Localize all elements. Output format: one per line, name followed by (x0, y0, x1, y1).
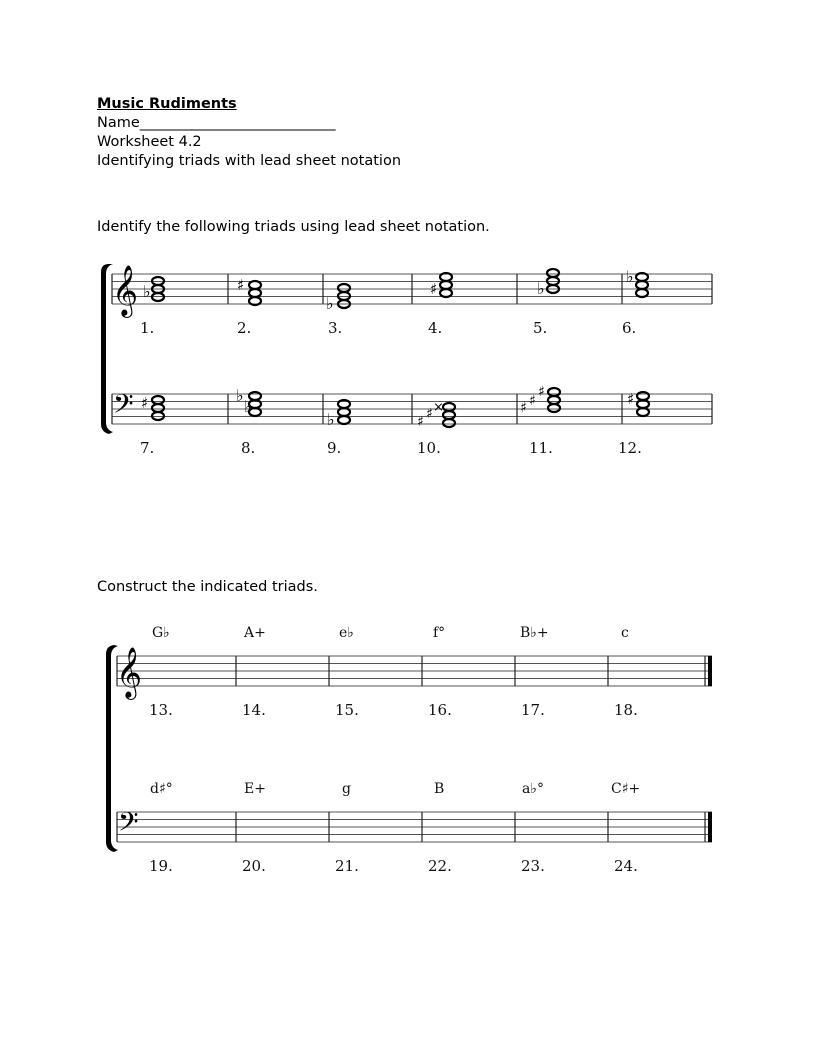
exercise-number: 10. (417, 439, 441, 457)
exercise-number: 17. (521, 701, 545, 719)
chord-3 (326, 284, 350, 313)
treble-staff-2 (117, 656, 712, 686)
svg-text:♯: ♯ (426, 406, 433, 422)
chord-symbol: C♯+ (611, 781, 641, 797)
exercise-number: 7. (140, 439, 155, 457)
exercise-number: 12. (618, 439, 642, 457)
bass-clef-icon: 𝄢 (118, 806, 139, 844)
bass-clef-icon: 𝄢 (113, 388, 134, 426)
chord-symbol: c (621, 625, 629, 641)
exercise-number: 13. (149, 701, 173, 719)
chord-6 (626, 267, 648, 297)
svg-text:♭: ♭ (327, 410, 335, 429)
exercise-number: 2. (237, 319, 252, 337)
chord-8 (236, 386, 261, 416)
chord-10 (417, 400, 455, 430)
section2-instruction: Construct the indicated triads. (97, 579, 318, 595)
exercise-number: 4. (428, 319, 443, 337)
chord-symbol: G♭ (152, 625, 170, 641)
chord-symbol: B♭+ (520, 625, 549, 641)
chord-symbol: g (342, 781, 351, 797)
final-barline (708, 812, 712, 842)
exercise-number: 23. (521, 857, 545, 875)
svg-text:♯: ♯ (538, 384, 545, 400)
exercise-number: 5. (533, 319, 548, 337)
chord-4 (430, 273, 452, 298)
exercise-number: 15. (335, 701, 359, 719)
chord-11 (520, 384, 560, 416)
exercise-number: 18. (614, 701, 638, 719)
chord-9 (327, 400, 350, 429)
bass-staff-2 (117, 812, 712, 842)
svg-text:×: × (433, 400, 444, 415)
chord-symbol: B (434, 781, 445, 797)
exercise-number: 16. (428, 701, 452, 719)
exercise-number: 22. (428, 857, 452, 875)
system-1 (101, 264, 712, 457)
svg-text:♯: ♯ (417, 414, 424, 430)
exercise-number: 14. (242, 701, 266, 719)
worksheet-subtitle: Identifying triads with lead sheet notation (97, 153, 402, 169)
treble-clef-icon: 𝄞 (116, 647, 143, 698)
worksheet-number: Worksheet 4.2 (97, 134, 202, 150)
name-field-line: Name___________________________ (97, 115, 336, 131)
exercise-number: 21. (335, 857, 359, 875)
treble-clef-icon: 𝄞 (112, 265, 139, 316)
final-barline (708, 656, 712, 686)
svg-text:♯: ♯ (627, 390, 635, 408)
svg-text:♯: ♯ (529, 393, 536, 409)
svg-text:♯: ♯ (141, 394, 149, 412)
svg-text:♭: ♭ (626, 267, 634, 286)
exercise-number: 11. (529, 439, 553, 457)
svg-text:♭: ♭ (537, 279, 545, 298)
svg-text:♯: ♯ (430, 280, 438, 298)
chord-symbol: a♭° (522, 781, 544, 797)
system-2 (106, 625, 712, 875)
chord-symbol: E+ (244, 781, 266, 797)
chord-symbol: f° (433, 625, 446, 641)
exercise-number: 6. (622, 319, 637, 337)
svg-text:♭: ♭ (244, 397, 252, 416)
chord-5 (537, 269, 559, 298)
exercise-number: 3. (328, 319, 343, 337)
exercise-number: 20. (242, 857, 266, 875)
chord-symbol: e♭ (339, 625, 354, 641)
chord-symbol: A+ (244, 625, 266, 641)
svg-text:♭: ♭ (143, 282, 151, 301)
svg-text:♯: ♯ (237, 276, 245, 294)
svg-text:♭: ♭ (236, 386, 244, 405)
exercise-number: 8. (241, 439, 256, 457)
exercise-number: 1. (140, 319, 155, 337)
section1-instruction: Identify the following triads using lead sheet notation. (97, 219, 490, 235)
exercise-number: 24. (614, 857, 638, 875)
chord-symbol: d♯° (150, 781, 173, 797)
worksheet-title: Music Rudiments (97, 96, 237, 112)
exercise-number: 9. (327, 439, 342, 457)
chord-2 (237, 276, 261, 305)
svg-text:♭: ♭ (326, 294, 334, 313)
svg-text:♯: ♯ (520, 400, 527, 416)
exercise-number: 19. (149, 857, 173, 875)
